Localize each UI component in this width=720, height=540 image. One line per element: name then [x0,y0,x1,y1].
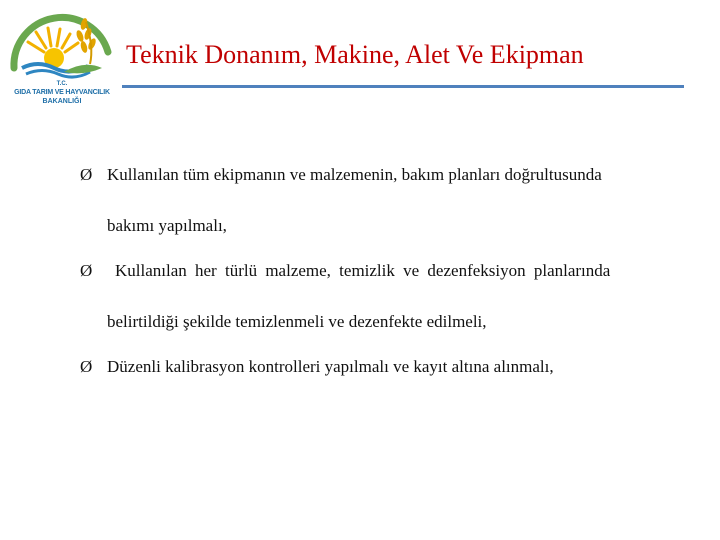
ministry-logo [4,2,120,120]
bullet-arrow-icon: Ø [80,357,93,376]
logo-name-line1: GIDA TARIM VE HAYVANCILIK [14,89,110,96]
bullet-2-line-1: Kullanılan her türlü malzeme, temizlik ve dezenfeksiyon planlarında [115,261,611,280]
bullet-arrow-icon: Ø [80,261,93,280]
bullet-1-line-1: Kullanılan tüm ekipmanın ve malzemenin, bakım planları doğrultusunda [107,165,602,184]
logo-tc-text: T.C. [56,81,68,87]
logo-name-line2: BAKANLIĞI [42,98,82,105]
logo-emblem-icon [4,2,120,82]
bullet-2-line-2: belirtildiği şekilde temizlenmeli ve dezenfekte edilmeli, [107,312,487,331]
slide-title: Teknik Donanım, Makine, Alet Ve Ekipman [126,40,584,69]
bullet-arrow-icon: Ø [80,165,93,184]
bullet-1-line-2: bakımı yapılmalı, [107,216,227,235]
title-divider [122,85,684,88]
bullet-3-line-1: Düzenli kalibrasyon kontrolleri yapılmalı ve kayıt altına alınmalı, [107,357,554,376]
